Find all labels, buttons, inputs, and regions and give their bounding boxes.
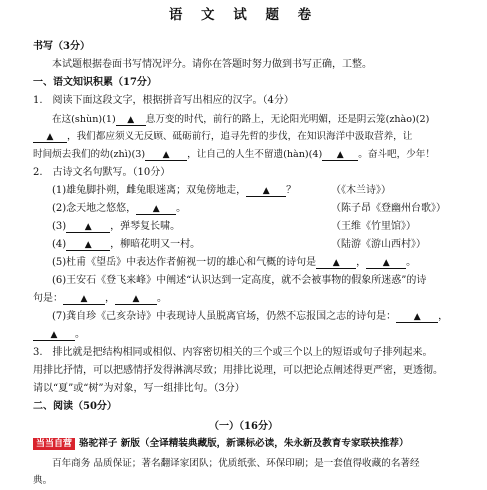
q1-text: 。奋斗吧，少年！	[358, 149, 435, 160]
q2-item4	[52, 238, 200, 251]
triangle-icon: ▲	[84, 222, 92, 232]
q2-item1	[52, 184, 296, 197]
q2-item6-cont	[33, 292, 167, 305]
q2-source2: （陈子昂《登幽州台歌》）	[331, 203, 446, 214]
q2-text: (4)	[52, 239, 67, 250]
q2-text: (1)雄兔脚扑朔，雌兔眼迷离；双兔傍地走，	[52, 185, 247, 196]
answer-blank[interactable]	[246, 185, 286, 197]
q2-text: ，	[438, 311, 449, 322]
triangle-icon: ▲	[46, 132, 54, 142]
answer-blank[interactable]	[396, 311, 438, 323]
triangle-icon: ▲	[413, 312, 421, 322]
dangdang-tag[interactable]: 当当自营	[33, 438, 75, 450]
q2-item7-cont	[33, 328, 85, 341]
ad-title[interactable]: 骆驼祥子 新版（全译精装典藏版，新课标必读，朱永新及教育专家联袂推荐）	[79, 438, 409, 449]
answer-blank[interactable]	[116, 114, 146, 126]
q2-text: ，柳暗花明又一村。	[110, 239, 201, 250]
q2-text: 。	[157, 293, 167, 304]
triangle-icon: ▲	[50, 330, 58, 340]
q2-text: 。	[75, 329, 85, 340]
triangle-icon: ▲	[162, 150, 170, 160]
triangle-icon: ▲	[132, 294, 140, 304]
answer-blank[interactable]	[316, 257, 356, 269]
answer-blank[interactable]	[115, 293, 157, 305]
q1-line3	[33, 148, 435, 161]
q2-text: ，	[105, 293, 115, 304]
q1-text: 息万变的时代，前行的路上，无论阳光明媚，还是阴云笼(zhào)(2)	[145, 114, 430, 125]
part1-heading: 一、语文知识积累（17分）	[33, 77, 157, 88]
answer-blank[interactable]	[66, 239, 110, 251]
q1-line1	[52, 113, 429, 126]
q2-prompt: 2. 古诗文名句默写。（10分）	[33, 167, 171, 178]
answer-blank[interactable]	[66, 221, 110, 233]
q3-line1: 3. 排比就是把结构相同或相似、内容密切相关的三个或三个以上的短语或句子排列起来。	[33, 347, 433, 358]
q2-text: (3)	[52, 221, 67, 232]
q2-text: ，弹琴复长啸。	[110, 221, 181, 232]
ad-line	[33, 437, 409, 450]
triangle-icon: ▲	[84, 240, 92, 250]
answer-blank[interactable]	[366, 257, 406, 269]
q2-source3: （王维《竹里馆》）	[331, 221, 416, 232]
q2-item2	[52, 202, 186, 215]
answer-blank[interactable]	[145, 149, 187, 161]
answer-blank[interactable]	[322, 149, 358, 161]
q3-line3: 请以“夏”或“树”为对象，写一组排比句。（3分）	[33, 383, 245, 394]
q2-text: ？	[286, 185, 297, 196]
answer-blank[interactable]	[63, 293, 105, 305]
ad-desc: 百年商务 品质保证；著名翻译家团队；优质纸张、环保印刷；是一套值得收藏的名著经	[52, 458, 420, 469]
q2-text: 句是：	[33, 293, 63, 304]
writing-text: 本试题根据卷面书写情况评分。请你在答题时努力做到书写正确，工整。	[52, 59, 372, 70]
q2-text: 。	[406, 257, 417, 268]
triangle-icon: ▲	[80, 294, 88, 304]
q2-item7	[52, 310, 448, 323]
q1-text: 在这(shùn)(1)	[52, 114, 116, 125]
q2-text: 。	[176, 203, 187, 214]
answer-blank[interactable]	[136, 203, 176, 215]
q1-text: ，我们都应须义无反顾、砥砺前行，追寻先哲的步伐，在知识海洋中汲取营养，让	[67, 131, 413, 142]
answer-blank[interactable]	[33, 329, 75, 341]
q2-item6: (6)王安石《登飞来峰》中阐述“认识达到一定高度，就不会被事物的假象所迷惑”的诗	[52, 275, 427, 286]
q2-text: (5)杜甫《望岳》中表达作者俯视一切的雄心和气概的诗句是	[52, 257, 317, 268]
triangle-icon: ▲	[127, 115, 135, 125]
triangle-icon: ▲	[262, 186, 270, 196]
triangle-icon: ▲	[382, 258, 390, 268]
q2-item5	[52, 256, 416, 269]
q2-item3	[52, 220, 180, 233]
q2-text: (2)念天地之悠悠，	[52, 203, 137, 214]
q1-text: 时间烦去我们的幼(zhì)(3)	[33, 149, 146, 160]
part2-heading: 二、阅读（50分）	[33, 401, 117, 412]
q1-text: ，让自己的人生不留遗(hàn)(4)	[187, 149, 323, 160]
triangle-icon: ▲	[152, 204, 160, 214]
q1-prompt: 1. 阅读下面这段文字，根据拼音写出相应的汉字。（4分）	[33, 95, 294, 106]
answer-blank[interactable]	[33, 131, 67, 143]
q3-line2: 用排比抒情，可以把感情抒发得淋漓尽致；用排比说理，可以把论点阐述得更严密，更透彻。	[33, 365, 443, 376]
q2-source1: （《木兰诗》）	[331, 185, 391, 196]
writing-heading: 书写（3分）	[33, 41, 90, 52]
triangle-icon: ▲	[332, 258, 340, 268]
part2-subheading: （一）（16分）	[209, 421, 278, 432]
triangle-icon: ▲	[336, 150, 344, 160]
ad-desc-cont: 典。	[33, 475, 53, 486]
q2-source4: （陆游《游山西村》）	[331, 239, 426, 250]
q2-text: (7)龚自珍《己亥杂诗》中表现诗人虽脱离官场，仍然不忘报国之志的诗句是：	[52, 311, 397, 322]
q2-text: ，	[356, 257, 367, 268]
exam-title: 语 文 试 题 卷	[168, 7, 319, 23]
q1-line2	[33, 130, 412, 143]
